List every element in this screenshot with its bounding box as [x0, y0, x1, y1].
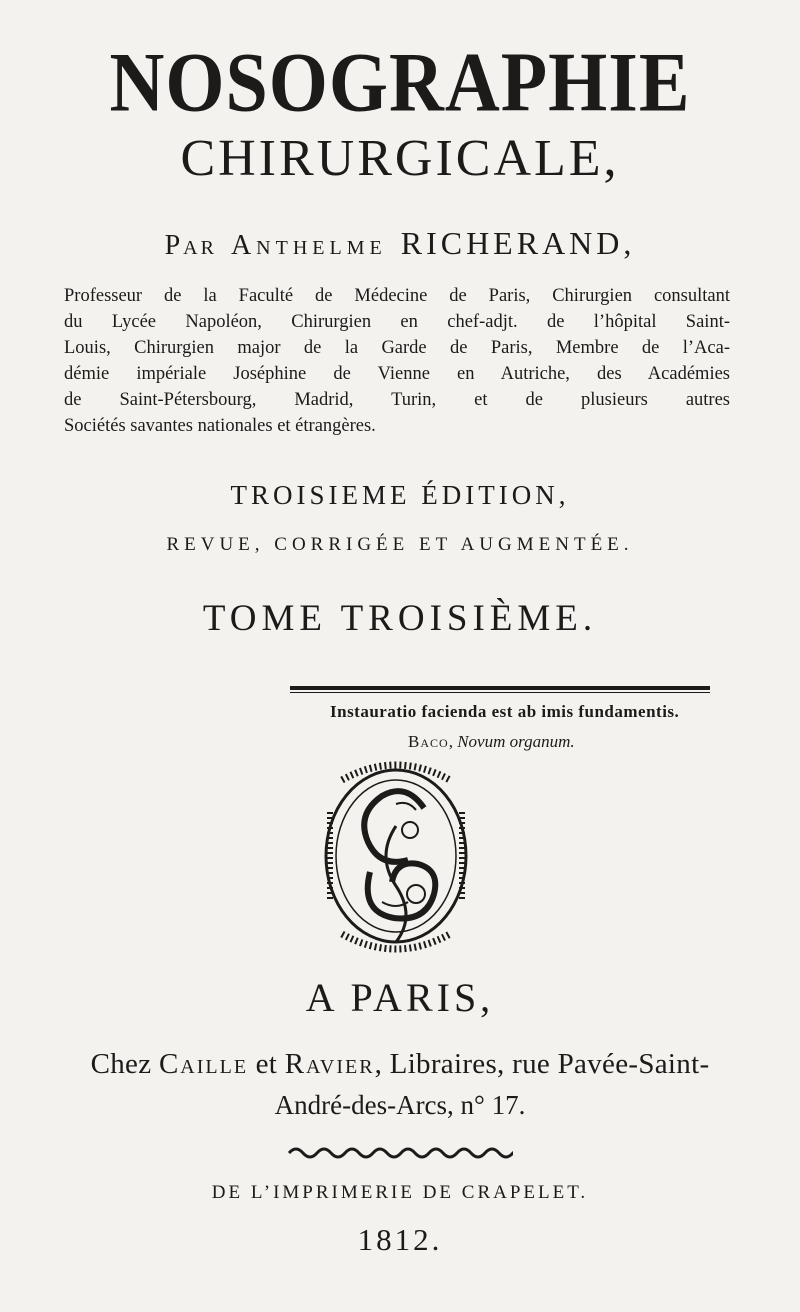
epigraph-rule-thin	[290, 692, 710, 693]
credentials-line: du Lycée Napoléon, Chirurgien en chef-adjt. de l’hôpital Saint-	[64, 312, 730, 332]
author-last-name: RICHERAND,	[400, 225, 636, 261]
edition-revision-note: REVUE, CORRIGÉE ET AUGMENTÉE.	[166, 534, 634, 555]
credentials-line: démie impériale Joséphine de Vienne en Autriche, des Académies	[64, 364, 730, 384]
imprint-place: A PARIS,	[305, 975, 495, 1020]
monogram-emblem-icon	[312, 752, 480, 960]
book-title-line-2: CHIRURGICALE,	[180, 130, 620, 187]
publisher-rest: , Libraires, rue Pavée-Saint-	[374, 1048, 710, 1080]
publisher-name-1: Caille	[158, 1048, 249, 1080]
publisher-name-2: Ravier	[284, 1048, 375, 1080]
author-prefix: Par	[164, 230, 217, 261]
epigraph-work: Novum organum.	[457, 732, 575, 751]
publisher-joiner: et	[255, 1048, 278, 1080]
printer-line: DE L’IMPRIMERIE DE CRAPELET.	[211, 1182, 589, 1203]
publisher-address: André-des-Arcs, n° 17.	[274, 1090, 526, 1120]
epigraph-source: Baco, Novum organum.	[408, 732, 575, 751]
epigraph-rule	[290, 686, 710, 690]
publisher-prefix: Chez	[90, 1048, 152, 1080]
wave-ornament-icon	[287, 1147, 513, 1159]
book-title-line-1: NOSOGRAPHIE	[109, 35, 691, 130]
epigraph-author: Baco	[408, 732, 449, 751]
author-credentials	[64, 283, 730, 439]
author-line	[0, 227, 800, 260]
publication-year: 1812.	[357, 1222, 443, 1257]
volume-label: TOME TROISIÈME.	[202, 598, 598, 639]
author-first-name: Anthelme	[230, 230, 387, 261]
credentials-line: Sociétés savantes nationales et étrangères.	[64, 416, 376, 436]
edition-statement: TROISIEME ÉDITION,	[230, 480, 570, 510]
epigraph-quote: Instauratio facienda est ab imis fundamentis.	[330, 702, 680, 721]
credentials-line: de Saint-Pétersbourg, Madrid, Turin, et de plusieurs autres	[64, 390, 730, 410]
publisher-line	[0, 1050, 800, 1079]
credentials-line: Professeur de la Faculté de Médecine de Paris, Chirurgien consultant	[64, 286, 730, 306]
credentials-line: Louis, Chirurgien major de la Garde de Paris, Membre de l’Aca-	[64, 338, 730, 358]
